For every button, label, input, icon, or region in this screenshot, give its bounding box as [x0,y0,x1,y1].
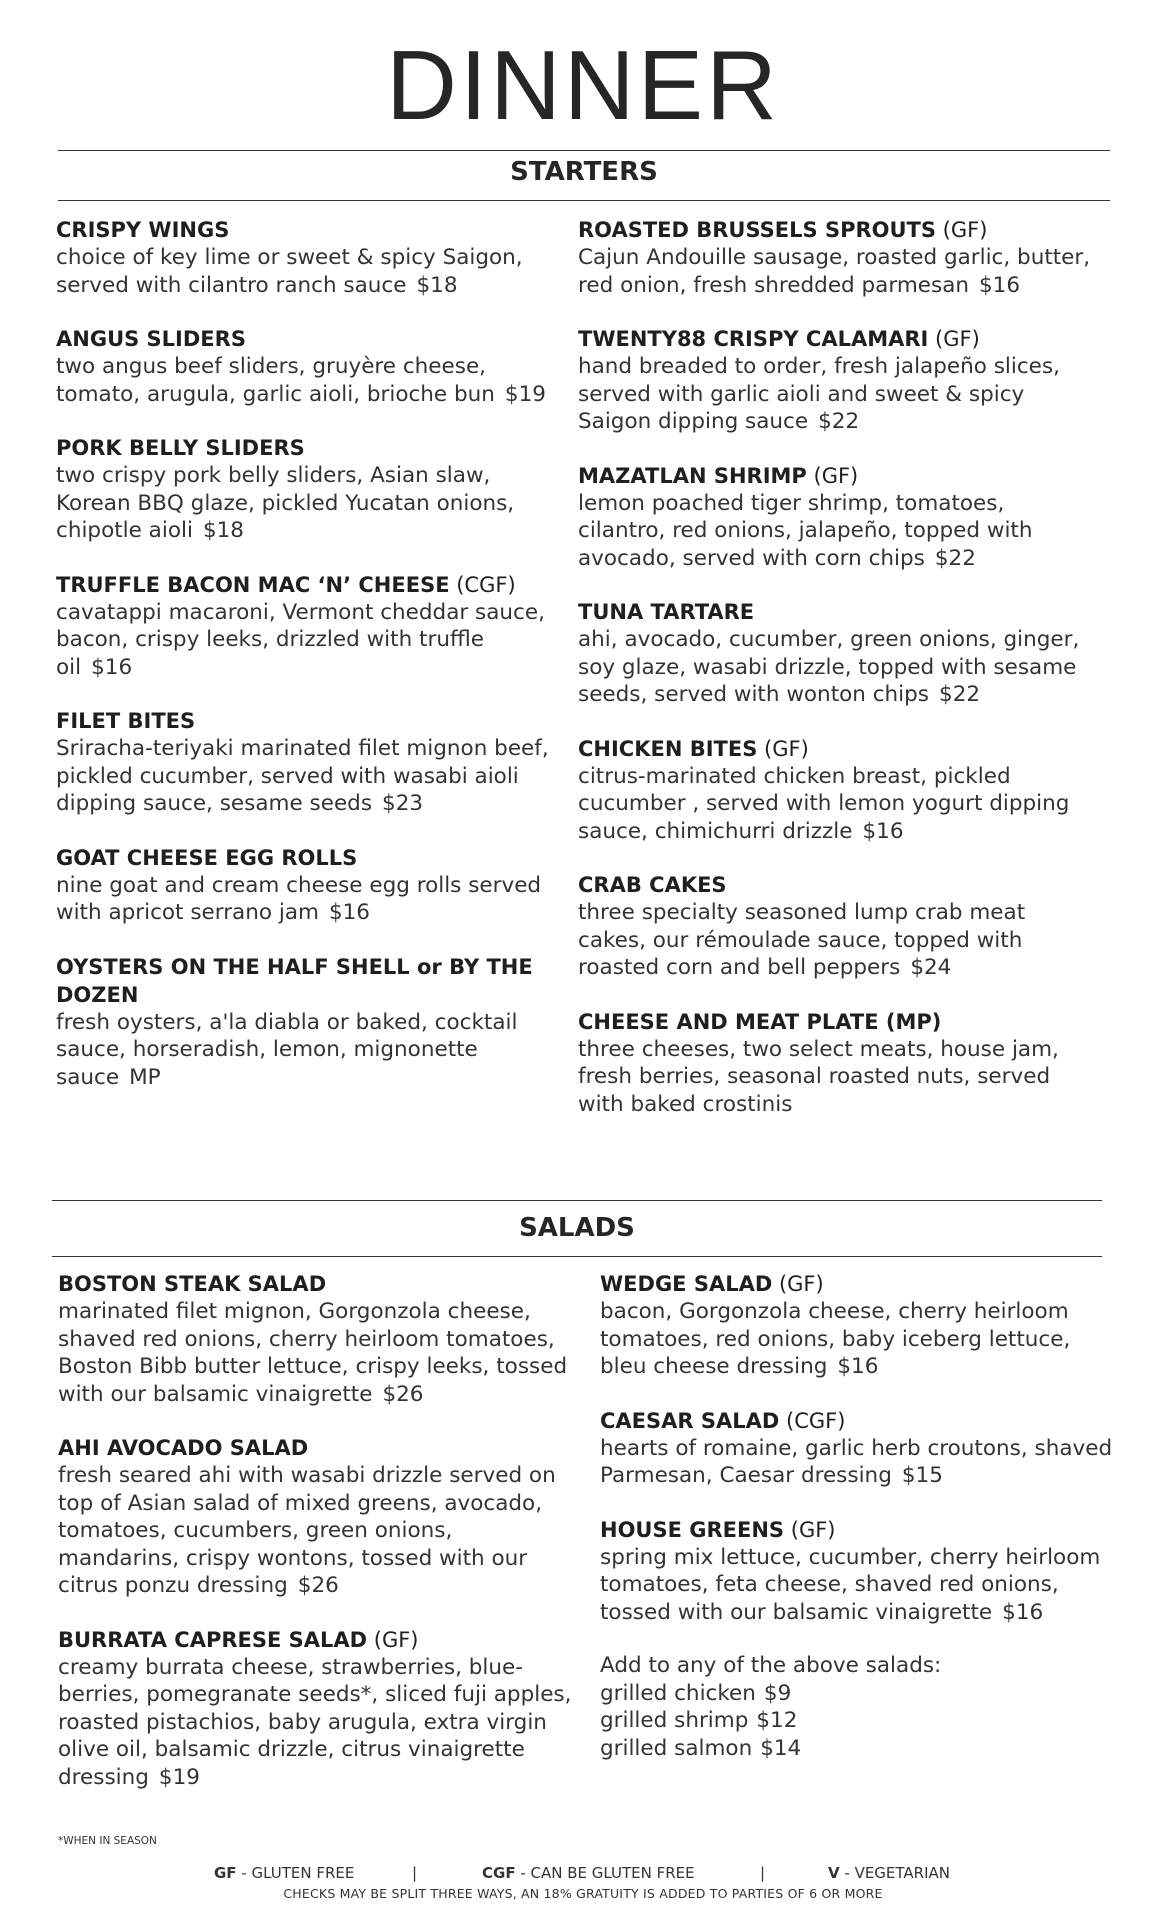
menu-item-name: CHEESE AND MEAT PLATE (MP) [578,1009,942,1034]
menu-item-description-text: hearts of romaine, garlic herb croutons, shaved Parmesan, Caesar dressing [600,1435,1113,1488]
addon-item [600,1707,1120,1735]
menu-item [56,325,556,408]
menu-item-price: $16 [1002,1599,1044,1625]
legend-gf: GF - GLUTEN FREE [214,1864,355,1882]
menu-item-description [578,899,1098,982]
menu-item-heading [56,953,556,1009]
salads-left-column [58,1270,578,1817]
legend-label: VEGETARIAN [854,1864,950,1882]
menu-item-name: ROASTED BRUSSELS SPROUTS [578,218,936,242]
menu-item-heading [56,571,556,599]
menu-item-name: TWENTY88 CRISPY CALAMARI [578,327,929,351]
menu-item-heading [56,707,556,735]
menu-item-description-text: two angus beef sliders, gruyère cheese, tomato, arugula, garlic aioli, brioche bun [56,354,495,407]
menu-item-description [600,1544,1120,1627]
menu-item-name: PORK BELLY SLIDERS [56,436,305,460]
menu-item-heading [578,735,1098,763]
menu-item-name: CAESAR SALAD [600,1408,780,1433]
menu-item-description [578,244,1098,299]
addon-item [600,1680,1120,1708]
menu-item-description-text: Sriracha-teriyaki marinated filet mignon beef, pickled cucumber, served with wasabi aioli dipping sauce, sesame seeds [56,736,549,816]
menu-item-description-text: hand breaded to order, fresh jalapeño slices, served with garlic aioli and sweet & spicy Saigon dipping sauce [578,354,1060,434]
menu-item-heading [578,216,1098,244]
menu-item-name: FILET BITES [56,709,196,733]
menu-item [578,462,1098,573]
menu-item-name: ANGUS SLIDERS [56,327,246,351]
menu-item-price: $16 [328,900,370,925]
menu-item [578,1008,1098,1119]
menu-item-description [56,599,556,682]
menu-item-description-text: citrus-marinated chicken breast, pickled cucumber , served with lemon yogurt dipping sauce, chimichurri drizzle [578,763,1070,844]
menu-item [56,434,556,545]
menu-item-name: CRAB CAKES [578,873,727,897]
legend-key: CGF [482,1864,516,1882]
menu-item-price: $24 [910,955,952,980]
menu-item-heading [58,1626,578,1654]
addon-price: $14 [760,1735,802,1761]
divider [52,1200,1102,1201]
divider [58,150,1110,151]
gratuity-note: CHECKS MAY BE SPLIT THREE WAYS, AN 18% GRATUITY IS ADDED TO PARTIES OF 6 OR MORE [283,1886,883,1901]
menu-item-description [56,244,556,299]
legend-label: GLUTEN FREE [251,1864,355,1882]
menu-item-price: $22 [934,545,976,571]
menu-item-name: AHI AVOCADO SALAD [58,1436,309,1460]
menu-item-description-text: three specialty seasoned lump crab meat cakes, our rémoulade sauce, topped with roasted corn and bell peppers [578,900,1026,980]
menu-item-heading [600,1516,1120,1544]
dietary-tag: (CGF) [786,1408,846,1433]
menu-item-heading [578,871,1098,899]
menu-item-description-text: Cajun Andouille sausage, roasted garlic, butter, red onion, fresh shredded parmesan [578,245,1091,298]
menu-item-name: WEDGE SALAD [600,1272,773,1296]
dietary-tag: (GF) [942,218,988,242]
addon-price: $12 [756,1708,798,1733]
menu-item-description [56,872,556,927]
menu-item-heading [578,1008,1098,1036]
menu-item-name: CRISPY WINGS [56,218,230,242]
dietary-tag: (GF) [373,1627,419,1652]
menu-item-heading [578,598,1098,626]
addon-item [600,1735,1120,1763]
legend-label: CAN BE GLUTEN FREE [530,1864,695,1882]
menu-item-description-text: cavatappi macaroni, Vermont cheddar sauce, bacon, crispy leeks, drizzled with truffle oil [56,599,545,680]
menu-item-name: CHICKEN BITES [578,736,758,761]
menu-item-price: $26 [382,1381,424,1407]
addon-name: grilled salmon [600,1735,753,1761]
menu-item-name: GOAT CHEESE EGG ROLLS [56,845,358,870]
menu-item-name: HOUSE GREENS [600,1517,785,1542]
dietary-tag: (GF) [764,736,809,761]
salads-right-column [600,1270,1120,1762]
page-title: DINNER [386,30,780,140]
menu-item-description-text: two crispy pork belly sliders, Asian slaw, Korean BBQ glaze, pickled Yucatan onions, chipotle aioli [56,463,515,543]
menu-item-heading [56,216,556,244]
menu-item-description [578,490,1098,573]
menu-item-name: TRUFFLE BACON MAC ‘N’ CHEESE [56,572,450,597]
menu-item-heading [600,1407,1120,1435]
menu-item-description [58,1462,578,1600]
menu-item-heading [58,1270,578,1298]
dietary-tag: (GF) [778,1272,824,1296]
menu-item-description [578,626,1098,709]
menu-item-description [56,462,556,545]
divider [52,1256,1102,1257]
menu-item-price: $23 [382,791,424,816]
starters-left-column [56,216,556,1117]
salads-heading: SALADS [519,1213,635,1243]
menu-item-heading [56,844,556,872]
menu-item-name: MAZATLAN SHRIMP [578,463,807,488]
legend-separator: | [412,1864,418,1882]
menu-item-price: $18 [202,518,244,543]
menu-item-name: OYSTERS ON THE HALF SHELL or BY THE DOZEN [56,954,533,1007]
menu-item [56,216,556,299]
starters-right-column [578,216,1098,1144]
dietary-legend [0,1864,1166,1886]
menu-item-price: $22 [818,409,860,434]
dietary-tag: (GF) [935,327,980,351]
menu-item [56,571,556,682]
dietary-tag: (CGF) [456,572,516,597]
menu-item-description [56,735,556,818]
menu-item [578,598,1098,709]
divider [58,200,1110,201]
menu-item-price: $26 [297,1573,339,1598]
menu-item [578,735,1098,846]
menu-item-description-text: creamy burrata cheese, strawberries, blue-berries, pomegranate seeds*, sliced fuji apples, roasted pistachios, baby arugula, extra virgin olive oil, balsamic drizzle, citrus vinaigrette dressing [58,1654,572,1790]
legend-v: V - VEGETARIAN [828,1864,950,1882]
menu-item [56,844,556,927]
menu-item-price: $19 [504,381,546,407]
menu-item-description-text: lemon poached tiger shrimp, tomatoes, cilantro, red onions, jalapeño, topped with avocado, served with corn chips [578,490,1033,571]
menu-item [600,1516,1120,1627]
menu-item-description [58,1298,578,1408]
menu-item-price: $16 [979,272,1021,298]
season-footnote: *WHEN IN SEASON [58,1835,157,1847]
menu-item-price: $22 [939,682,981,707]
menu-item-description-text: bacon, Gorgonzola cheese, cherry heirloom tomatoes, red onions, baby iceberg lettuce, bleu cheese dressing [600,1299,1071,1379]
menu-item-description [578,763,1098,846]
menu-item-heading [56,434,556,462]
addons-intro: Add to any of the above salads: [600,1653,942,1678]
menu-item [578,325,1098,436]
menu-item-description-text: ahi, avocado, cucumber, green onions, ginger, soy glaze, wasabi drizzle, topped with sesame seeds, served with wonton chips [578,627,1080,707]
menu-item-description [600,1298,1120,1381]
menu-item-price: $16 [862,818,904,844]
menu-item-description [578,1036,1098,1119]
menu-item-price: $16 [91,654,133,680]
menu-item-description-text: nine goat and cream cheese egg rolls served with apricot serrano jam [56,872,542,925]
menu-item-heading [578,325,1098,353]
menu-item-description [56,1009,556,1092]
menu-item [58,1626,578,1792]
addon-price: $9 [763,1680,792,1706]
menu-item-description-text: fresh oysters, a'la diabla or baked, cocktail sauce, horseradish, lemon, mignonette sauce [56,1009,518,1090]
menu-item-description-text: choice of key lime or sweet & spicy Saigon, served with cilantro ranch sauce [56,245,523,298]
addon-name: grilled chicken [600,1680,756,1706]
menu-item [58,1270,578,1408]
starters-heading: STARTERS [510,157,658,187]
salad-addons [600,1652,1120,1762]
menu-item-description [600,1435,1120,1490]
legend-key: GF [214,1864,237,1882]
menu-item-description-text: three cheeses, two select meats, house jam, fresh berries, seasonal roasted nuts, served with baked crostinis [578,1036,1059,1117]
menu-item-description [58,1654,578,1792]
menu-item [56,707,556,818]
menu-item [578,216,1098,299]
menu-item [578,871,1098,982]
menu-item-heading [58,1434,578,1462]
menu-item [58,1434,578,1600]
menu-item-description-text: fresh seared ahi with wasabi drizzle served on top of Asian salad of mixed greens, avocado, tomatoes, cucumbers, green onions, mandarins, crispy wontons, tossed with our citrus ponzu dressing [58,1463,556,1598]
menu-item-name: BURRATA CAPRESE SALAD [58,1627,368,1652]
menu-item-description-text: marinated filet mignon, Gorgonzola cheese, shaved red onions, cherry heirloom tomatoes, Boston Bibb butter lettuce, crispy leeks, tossed with our balsamic vinaigrette [58,1299,568,1407]
menu-item [56,953,556,1092]
menu-item-price: $18 [416,272,458,298]
menu-item-heading [578,462,1098,490]
menu-item-price: $16 [837,1354,879,1379]
menu-item-price: $15 [901,1463,943,1488]
dietary-tag: (GF) [790,1517,836,1542]
menu-item [600,1407,1120,1490]
menu-item-price: MP [129,1064,161,1090]
menu-item [600,1270,1120,1381]
menu-item-description [56,353,556,408]
menu-item-heading [600,1270,1120,1298]
menu-item-description-text: spring mix lettuce, cucumber, cherry heirloom tomatoes, feta cheese, shaved red onions, tossed with our balsamic vinaigrette [600,1544,1101,1625]
menu-item-name: BOSTON STEAK SALAD [58,1272,327,1296]
legend-separator: | [760,1864,766,1882]
menu-item-description [578,353,1098,436]
menu-item-price: $19 [158,1764,200,1790]
dietary-tag: (GF) [813,463,859,488]
addon-name: grilled shrimp [600,1708,749,1733]
legend-key: V [828,1864,840,1882]
menu-item-heading [56,325,556,353]
legend-cgf: CGF - CAN BE GLUTEN FREE [482,1864,695,1882]
menu-item-name: TUNA TARTARE [578,600,755,624]
